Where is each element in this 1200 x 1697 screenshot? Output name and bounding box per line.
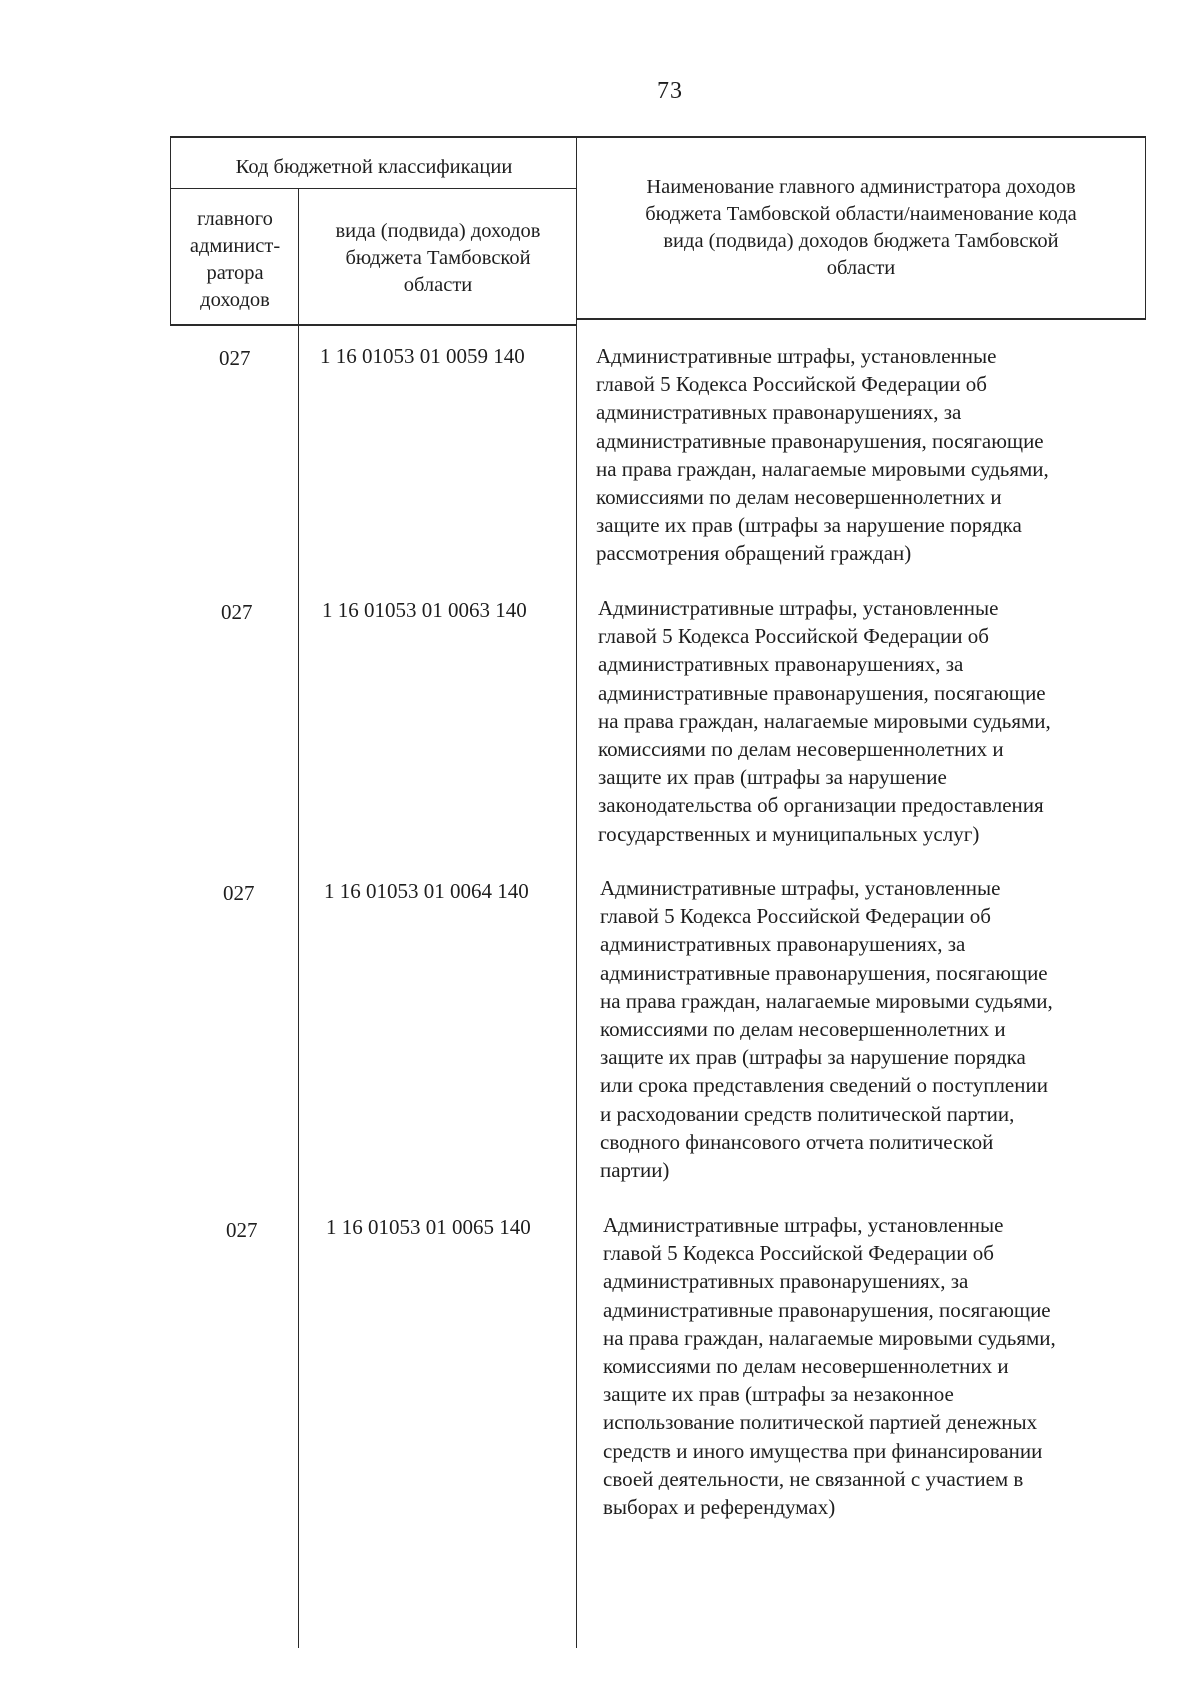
row-description-line: защите их прав (штрафы за нарушение (598, 765, 947, 790)
header-col-admin-line: главного (197, 208, 273, 230)
row-description-line: средств и иного имущества при финансировании (603, 1438, 1043, 1463)
row-description-line: Административные штрафы, установленные (603, 1213, 1004, 1237)
row-description-line: административных правонарушениях, за (603, 1269, 969, 1294)
row-description-line: на права граждан, налагаемые мировыми судьями, (598, 708, 1051, 733)
row-description (596, 342, 1049, 568)
row-description-line: административные правонарушения, посягающие (603, 1297, 1051, 1322)
row-description-line: защите их прав (штрафы за нарушение порядка (596, 513, 1022, 538)
header-col-name-line: области (826, 257, 896, 279)
row-description-line: защите их прав (штрафы за нарушение порядка (600, 1045, 1026, 1070)
header-group-title: Код бюджетной классификации (235, 156, 513, 178)
header-col-name-line: бюджета Тамбовской области/наименование кода (645, 203, 1077, 225)
header-col-admin (172, 206, 298, 314)
row-description-line: административных правонарушениях, за (598, 652, 964, 677)
row-description-line: административные правонарушения, посягающие (598, 680, 1046, 705)
row-budget-code: 1 16 01053 01 0059 140 (320, 344, 525, 368)
row-description-line: административных правонарушениях, за (596, 400, 962, 425)
row-description-line: Административные штрафы, установленные (596, 344, 997, 368)
row-admin-code: 027 (226, 1218, 258, 1242)
header-col-name-line: вида (подвида) доходов бюджета Тамбовской (663, 230, 1059, 252)
row-description-line: главой 5 Кодекса Российской Федерации об (600, 904, 991, 929)
header-col-name (578, 174, 1144, 282)
row-description-line: государственных и муниципальных услуг) (598, 821, 980, 846)
row-admin-code: 027 (221, 600, 253, 624)
row-description-line: или срока представления сведений о поступлении (600, 1073, 1048, 1098)
header-col-admin-line: доходов (200, 289, 270, 311)
row-description-line: выборах и референдумах) (603, 1495, 836, 1520)
row-description-line: Административные штрафы, установленные (598, 596, 999, 620)
row-budget-code: 1 16 01053 01 0063 140 (322, 598, 527, 622)
row-description (603, 1211, 1056, 1521)
header-col-name-line: Наименование главного администратора доходов (646, 176, 1076, 198)
row-description-line: на права граждан, налагаемые мировыми судьями, (600, 988, 1053, 1013)
row-description-line: рассмотрения обращений граждан) (596, 541, 912, 566)
row-description-line: комиссиями по делам несовершеннолетних и (603, 1354, 1009, 1379)
row-budget-code: 1 16 01053 01 0064 140 (324, 879, 529, 903)
row-description-line: комиссиями по делам несовершеннолетних и (596, 485, 1002, 510)
header-col-admin-line: админист- (189, 235, 281, 257)
header-col-code (300, 218, 576, 299)
header-col-admin-line: ратора (206, 262, 264, 284)
row-description-line: сводного финансового отчета политической (600, 1129, 994, 1154)
row-description-line: на права граждан, налагаемые мировыми судьями, (603, 1325, 1056, 1350)
row-description-line: использование политической партией денежных (603, 1410, 1038, 1435)
row-admin-code: 027 (219, 346, 251, 370)
row-description-line: защите их прав (штрафы за незаконное (603, 1382, 954, 1407)
row-description (598, 594, 1051, 848)
row-description-line: на права граждан, налагаемые мировыми судьями, (596, 456, 1049, 481)
header-bottom-border-left (170, 324, 576, 326)
row-description-line: своей деятельности, не связанной с участием в (603, 1466, 1024, 1491)
column-divider-1 (298, 188, 299, 1648)
header-group-divider (170, 188, 576, 189)
header-col-code-line: области (403, 274, 473, 296)
row-description-line: главой 5 Кодекса Российской Федерации об (598, 624, 989, 649)
row-description-line: административных правонарушениях, за (600, 932, 966, 957)
column-divider-2 (576, 136, 577, 1648)
row-description-line: комиссиями по делам несовершеннолетних и (598, 737, 1004, 762)
row-description-line: административные правонарушения, посягающие (600, 960, 1048, 985)
header-top-border (170, 136, 1146, 138)
header-bottom-border-right (576, 318, 1146, 320)
row-description-line: административные правонарушения, посягающие (596, 428, 1044, 453)
row-admin-code: 027 (223, 881, 255, 905)
row-description-line: партии) (600, 1158, 670, 1183)
row-description-line: Административные штрафы, установленные (600, 876, 1001, 900)
row-description-line: и расходовании средств политической партии, (600, 1101, 1015, 1126)
header-right-border (1145, 136, 1146, 319)
row-budget-code: 1 16 01053 01 0065 140 (326, 1215, 531, 1239)
header-col-code-line: бюджета Тамбовской (345, 247, 531, 269)
row-description-line: законодательства об организации предоставления (598, 793, 1044, 818)
page-number: 73 (657, 78, 683, 104)
row-description-line: главой 5 Кодекса Российской Федерации об (596, 372, 987, 397)
row-description-line: комиссиями по делам несовершеннолетних и (600, 1017, 1006, 1042)
header-col-code-line: вида (подвида) доходов (335, 220, 541, 242)
row-description (600, 874, 1053, 1184)
row-description-line: главой 5 Кодекса Российской Федерации об (603, 1241, 994, 1266)
